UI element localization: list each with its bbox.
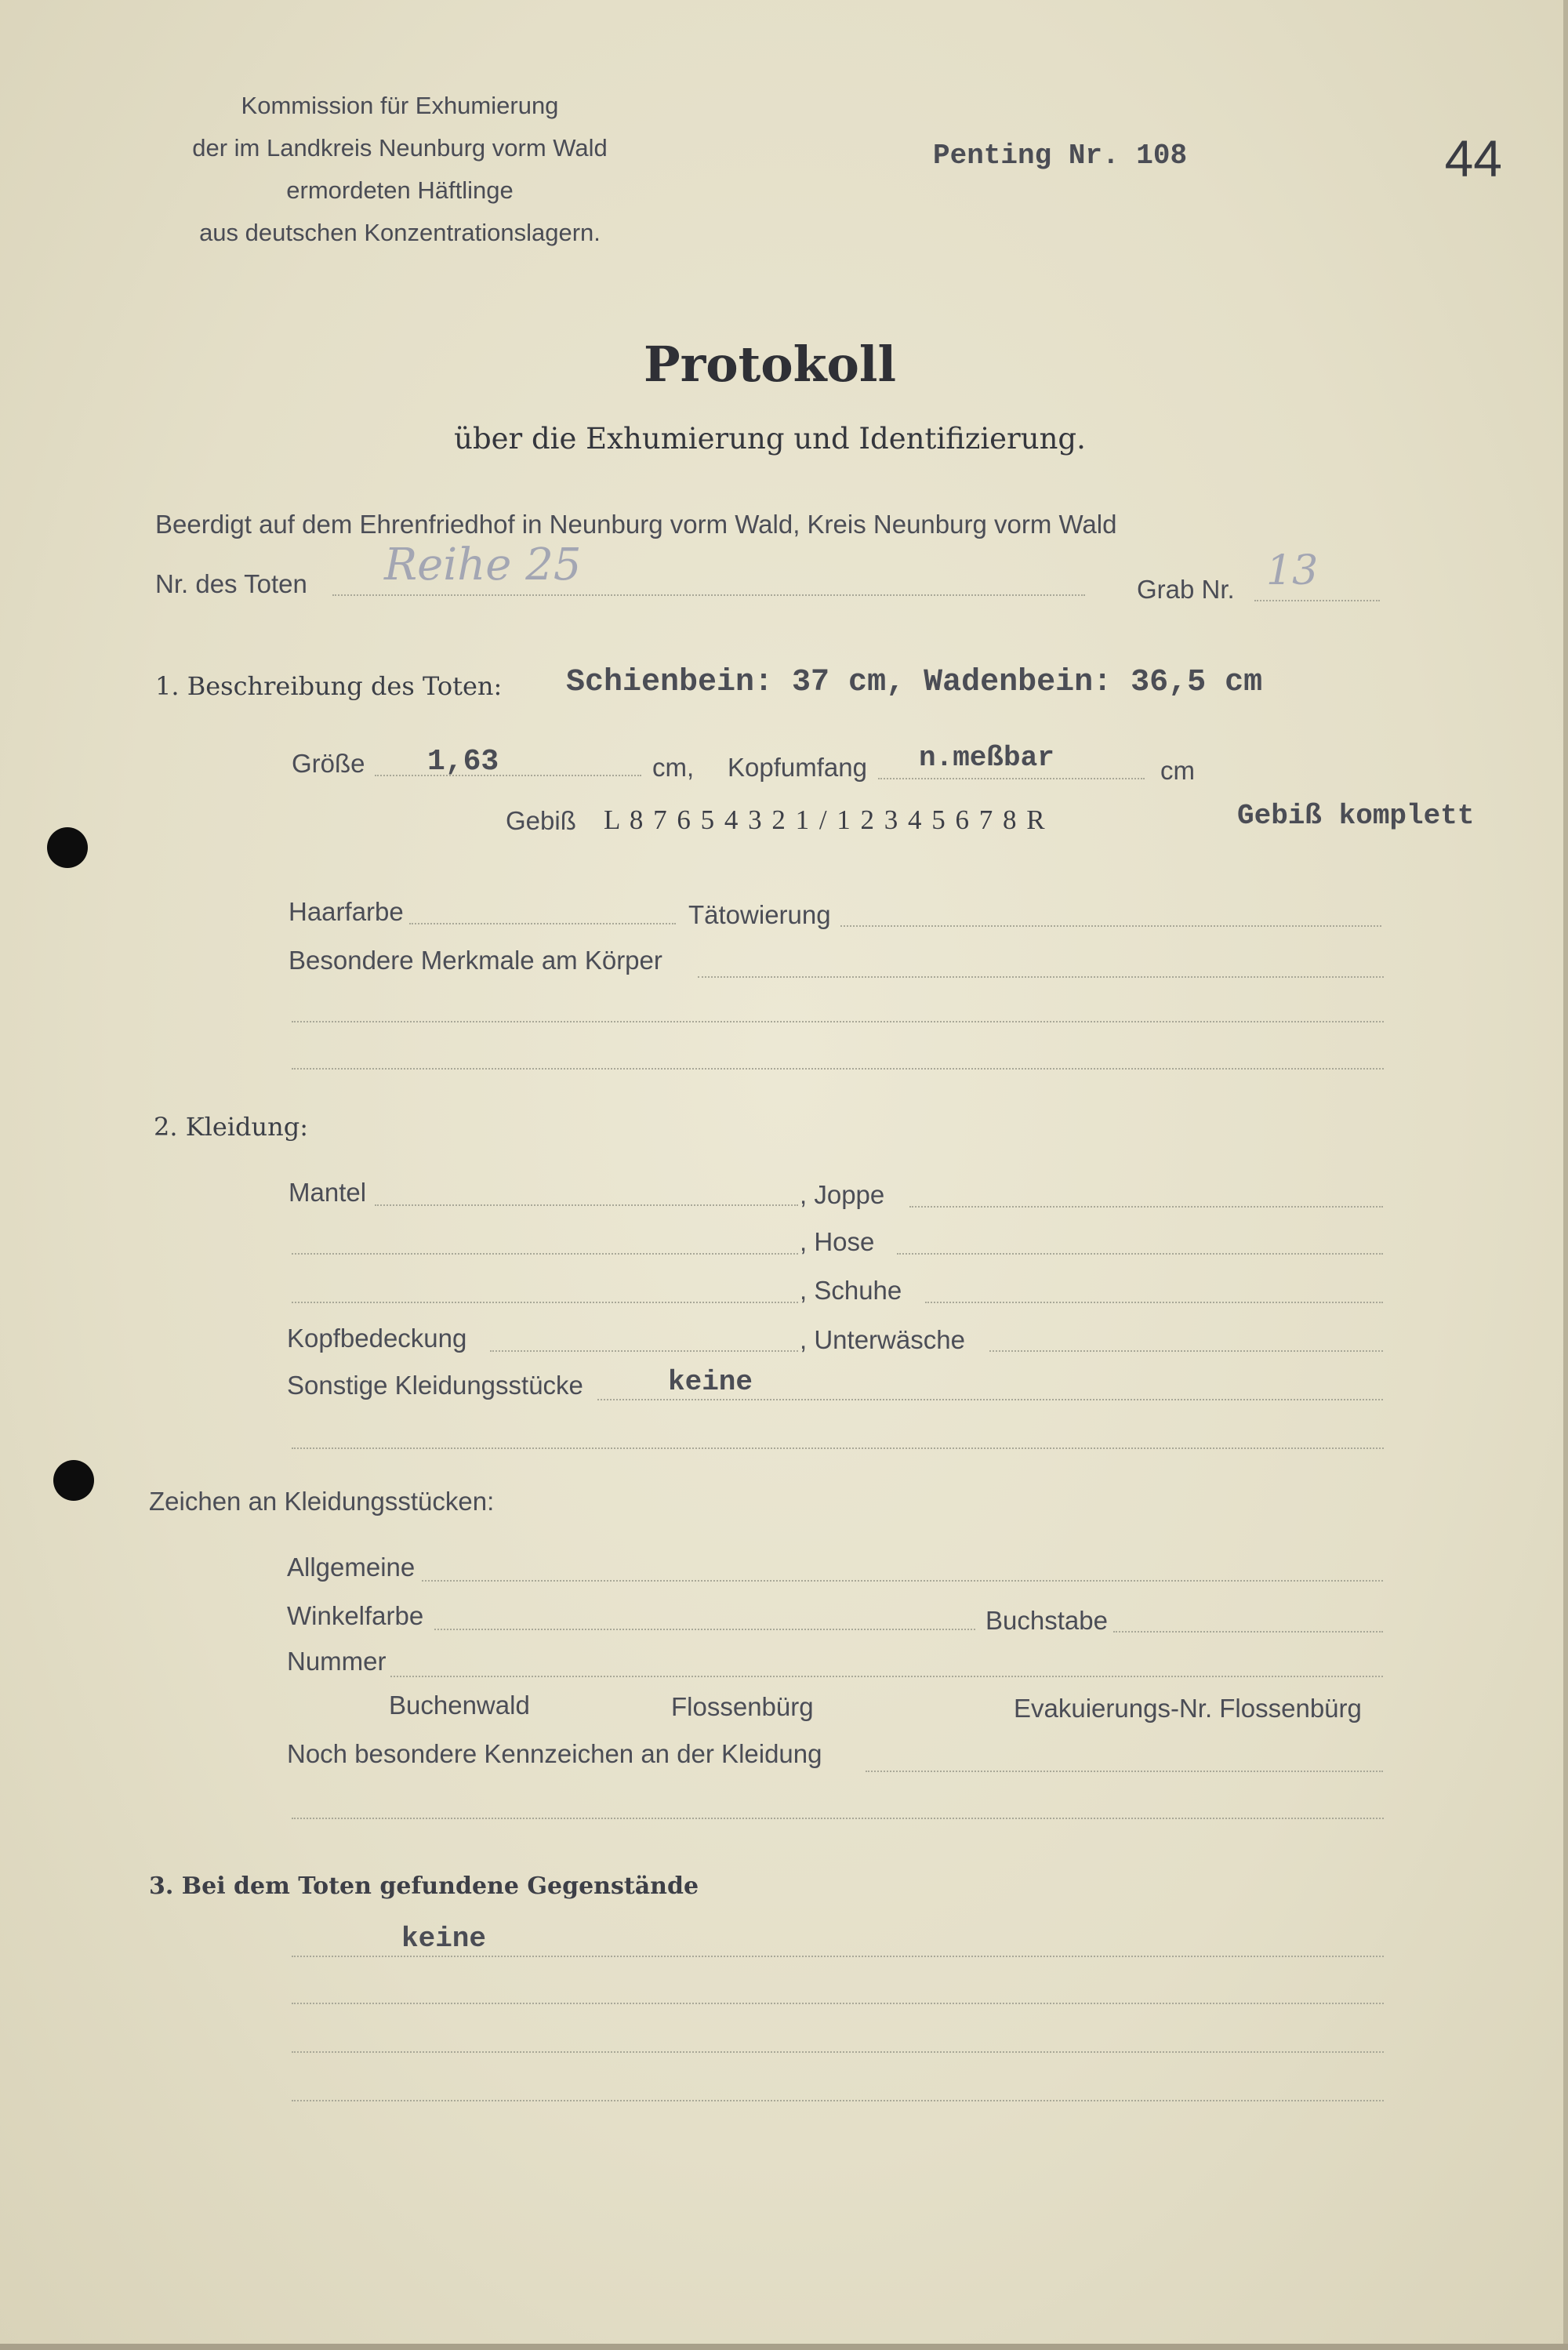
body-marks-label: Besondere Merkmale am Körper bbox=[289, 946, 662, 975]
underwear-line bbox=[989, 1350, 1383, 1352]
special-marks-line-2 bbox=[292, 1818, 1384, 1819]
height-line bbox=[375, 775, 641, 776]
trousers-line bbox=[897, 1253, 1383, 1255]
section-1-heading: 1. Beschreibung des Toten: bbox=[155, 671, 503, 701]
bone-measurements: Schienbein: 37 cm, Wadenbein: 36,5 cm bbox=[566, 665, 1263, 700]
clothing-line-3 bbox=[292, 1302, 798, 1303]
jacket-line bbox=[909, 1206, 1383, 1208]
coat-line bbox=[375, 1204, 798, 1206]
header-line-4: aus deutschen Konzentrationslagern. bbox=[199, 219, 601, 246]
letter-line bbox=[1113, 1631, 1383, 1633]
head-circumference-value: n.meßbar bbox=[919, 742, 1054, 774]
grave-number-label: Grab Nr. bbox=[1137, 575, 1235, 604]
page-title: Protokoll bbox=[643, 336, 897, 393]
shoes-line bbox=[925, 1302, 1383, 1303]
underwear-label: , Unterwäsche bbox=[800, 1325, 965, 1354]
head-circumference-label: Kopfumfang bbox=[728, 753, 867, 782]
section-2-heading: 2. Kleidung: bbox=[154, 1112, 308, 1142]
teeth-value: Gebiß komplett bbox=[1237, 800, 1475, 832]
page-subtitle: über die Exhumierung und Identifizierung. bbox=[454, 422, 1086, 456]
dead-number-value: Reihe 25 bbox=[384, 539, 582, 590]
flossenburg-label: Flossenbürg bbox=[671, 1692, 814, 1721]
header-line-2: der im Landkreis Neunburg vorm Wald bbox=[192, 134, 608, 162]
body-marks-line-1 bbox=[698, 976, 1384, 978]
other-clothing-line-2 bbox=[292, 1447, 1384, 1449]
height-value: 1,63 bbox=[427, 745, 499, 779]
jacket-label: , Joppe bbox=[800, 1180, 885, 1209]
buchenwald-label: Buchenwald bbox=[389, 1691, 530, 1720]
tattoo-line bbox=[840, 925, 1381, 927]
other-clothing-value: keine bbox=[668, 1366, 753, 1398]
shoes-label: , Schuhe bbox=[800, 1276, 902, 1305]
number-label: Nummer bbox=[287, 1647, 387, 1676]
general-marks-label: Allgemeine bbox=[287, 1553, 416, 1582]
triangle-color-label: Winkelfarbe bbox=[287, 1601, 424, 1630]
found-items-line-1 bbox=[292, 1956, 1384, 1957]
coat-label: Mantel bbox=[289, 1178, 367, 1207]
number-line bbox=[390, 1676, 1383, 1677]
header-line-1: Kommission für Exhumierung bbox=[241, 92, 559, 119]
body-marks-line-2 bbox=[292, 1021, 1384, 1022]
teeth-label: Gebiß bbox=[506, 806, 576, 835]
triangle-color-line bbox=[434, 1629, 975, 1630]
special-marks-line-1 bbox=[866, 1771, 1383, 1772]
evacuation-number-label: Evakuierungs-Nr. Flossenbürg bbox=[1014, 1694, 1362, 1723]
headwear-label: Kopfbedeckung bbox=[287, 1324, 467, 1353]
other-clothing-label: Sonstige Kleidungsstücke bbox=[287, 1371, 583, 1400]
tattoo-label: Tätowierung bbox=[688, 900, 831, 929]
found-items-value: keine bbox=[401, 1923, 487, 1955]
section-3-heading: 3. Bei dem Toten gefundene Gegenstände bbox=[149, 1872, 699, 1900]
dead-number-label: Nr. des Toten bbox=[155, 569, 307, 598]
paper-edge-bottom bbox=[0, 2344, 1568, 2350]
body-marks-line-3 bbox=[292, 1068, 1384, 1070]
dead-number-line bbox=[332, 594, 1085, 596]
burial-location: Beerdigt auf dem Ehrenfriedhof in Neunburg vorm Wald, Kreis Neunburg vorm Wald bbox=[155, 510, 1117, 539]
trousers-label: , Hose bbox=[800, 1227, 875, 1256]
special-marks-label: Noch besondere Kennzeichen an der Kleidung bbox=[287, 1739, 822, 1768]
height-unit: cm, bbox=[652, 753, 695, 782]
found-items-line-3 bbox=[292, 2051, 1384, 2053]
found-items-line-2 bbox=[292, 2003, 1384, 2004]
general-marks-line bbox=[422, 1580, 1383, 1582]
grave-number-line bbox=[1254, 600, 1380, 601]
letter-label: Buchstabe bbox=[985, 1606, 1108, 1635]
clothing-marks-heading: Zeichen an Kleidungsstücken: bbox=[149, 1487, 495, 1516]
headwear-line bbox=[490, 1350, 798, 1352]
paper-edge-right bbox=[1563, 0, 1568, 2350]
head-circumference-line bbox=[878, 778, 1145, 779]
head-circumference-unit: cm bbox=[1160, 756, 1195, 785]
other-clothing-line bbox=[597, 1399, 1383, 1400]
punch-hole-top bbox=[47, 827, 88, 868]
header-line-3: ermordeten Häftlinge bbox=[286, 176, 514, 204]
grave-number-value: 13 bbox=[1266, 547, 1319, 594]
page-number: 44 bbox=[1444, 129, 1502, 187]
hair-color-line bbox=[409, 923, 676, 924]
reference-number: Penting Nr. 108 bbox=[933, 140, 1188, 172]
punch-hole-bottom bbox=[53, 1460, 94, 1501]
clothing-line-2 bbox=[292, 1253, 798, 1255]
found-items-line-4 bbox=[292, 2100, 1384, 2101]
teeth-chart: L 8 7 6 5 4 3 2 1 / 1 2 3 4 5 6 7 8 R bbox=[604, 805, 1047, 835]
commission-header bbox=[141, 85, 659, 254]
hair-color-label: Haarfarbe bbox=[289, 897, 404, 926]
height-label: Größe bbox=[292, 749, 365, 778]
